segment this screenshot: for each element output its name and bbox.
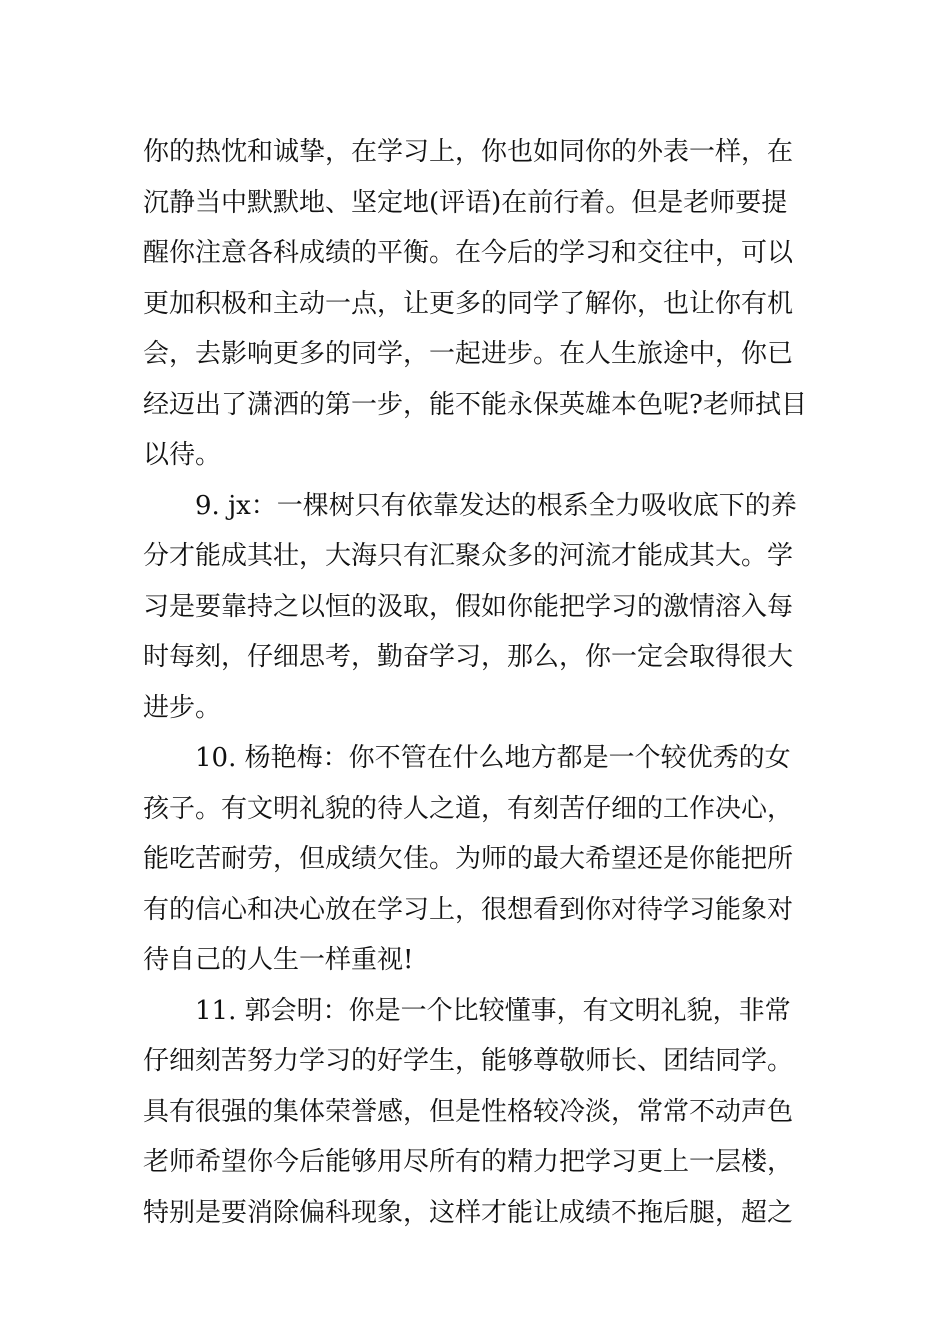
text-line: 具有很强的集体荣誉感，但是性格较冷淡，常常不动声色: [143, 1096, 794, 1127]
text-line: 习是要靠持之以恒的汲取，假如你能把学习的激情溶入每: [143, 591, 794, 622]
text-line: 孩子。有文明礼貌的待人之道，有刻苦仔细的工作决心，: [143, 793, 794, 824]
text-line: 沉静当中默默地、坚定地(评语)在前行着。但是老师要提: [143, 187, 788, 218]
text-line: 仔细刻苦努力学习的好学生，能够尊敬师长、团结同学。: [143, 1046, 794, 1076]
text-line: 你的热忱和诚挚，在学习上，你也如同你的外表一样，在: [143, 137, 794, 167]
text-line: 10. 杨艳梅：你不管在什么地方都是一个较优秀的女: [195, 743, 791, 773]
text-line: 时每刻，仔细思考，勤奋学习，那么，你一定会取得很大: [143, 642, 794, 672]
text-line: 9. jx：一棵树只有依靠发达的根系全力吸收底下的养: [195, 490, 797, 521]
text-line: 醒你注意各科成绩的平衡。在今后的学习和交往中，可以: [143, 238, 794, 268]
text-line: 更加积极和主动一点，让更多的同学了解你，也让你有机: [143, 288, 794, 319]
text-line: 待自己的人生一样重视!: [143, 945, 414, 975]
text-line: 进步。: [143, 692, 222, 723]
text-line: 能吃苦耐劳，但成绩欠佳。为师的最大希望还是你能把所: [143, 844, 794, 874]
text-line: 特别是要消除偏科现象，这样才能让成绩不拖后腿，超之: [143, 1197, 794, 1228]
document-body: [143, 127, 813, 1238]
text-line: 以待。: [143, 440, 222, 470]
text-line: 11. 郭会明：你是一个比较懂事，有文明礼貌，非常: [195, 995, 791, 1026]
text-line: 分才能成其壮，大海只有汇聚众多的河流才能成其大。学: [143, 541, 794, 571]
text-line: 老师希望你今后能够用尽所有的精力把学习更上一层楼，: [143, 1147, 794, 1177]
text-line: 有的信心和决心放在学习上，很想看到你对待学习能象对: [143, 894, 794, 925]
text-line: 经迈出了潇洒的第一步，能不能永保英雄本色呢?老师拭目: [143, 389, 807, 420]
text-line: 会，去影响更多的同学，一起进步。在人生旅途中，你已: [143, 339, 794, 369]
